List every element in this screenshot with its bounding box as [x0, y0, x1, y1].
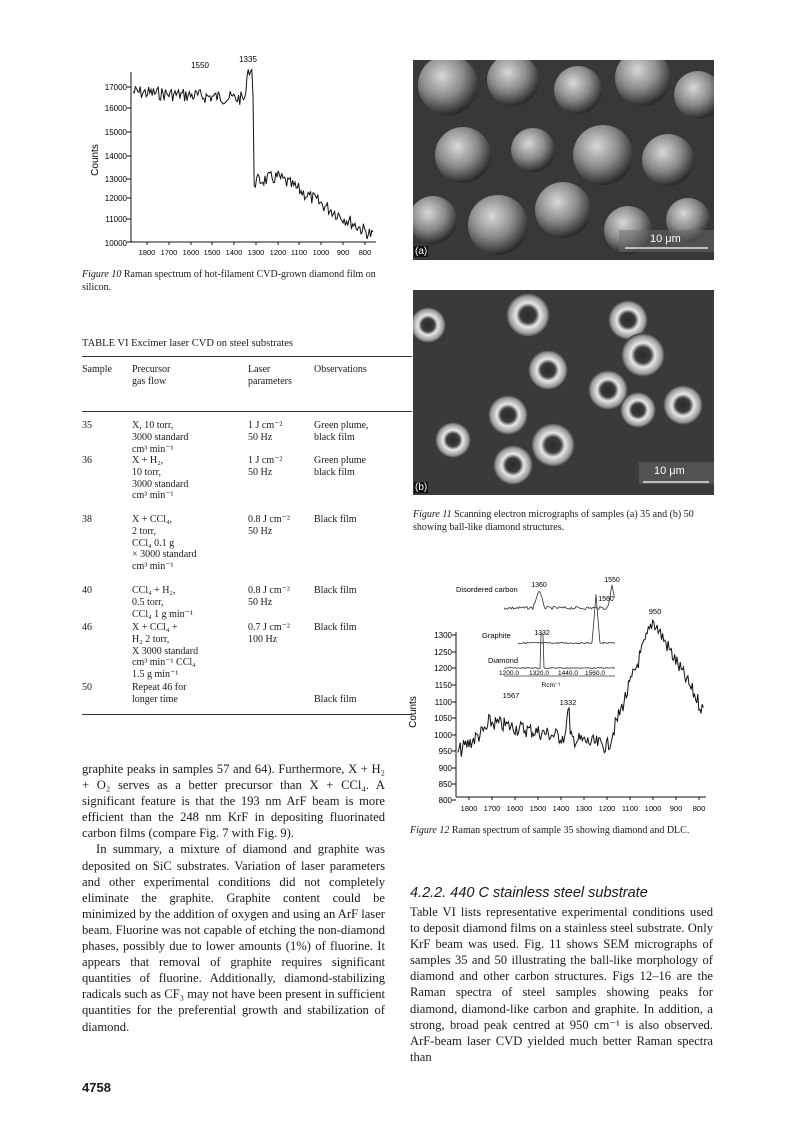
f12-xtick: 1500	[529, 804, 547, 813]
f12-ytick: 1000	[434, 731, 452, 740]
left-column-text	[82, 761, 385, 1035]
f12-xtick: 1800	[460, 804, 478, 813]
section-heading: 4.2.2. 440 C stainless steel substrate	[410, 885, 648, 901]
f12-xtick: 1700	[483, 804, 501, 813]
table-cell: Green plume black film	[314, 455, 366, 478]
inset-peak-label: 1332	[534, 630, 550, 637]
figure-12-caption-label: Figure 12	[410, 825, 450, 836]
figure-12-caption	[410, 825, 710, 838]
f10-peak-label: 1550	[191, 61, 209, 70]
f12-xtick: 1100	[621, 804, 639, 813]
figure-10-chart	[78, 52, 388, 264]
f12-xtick: 1400	[552, 804, 570, 813]
table-cell: X + CCl₄ + H₂ 2 torr, X 3000 standard cm³ min⁻¹ CCl₄ 1.5 g min⁻¹	[132, 622, 199, 681]
f10-xtick: 900	[336, 248, 350, 257]
table-cell: CCl₄ + H₂, 0.5 torr, CCl₄ 1 g min⁻¹	[132, 585, 193, 620]
f10-ytick: 17000	[104, 83, 127, 92]
sem-a-texture	[413, 60, 714, 260]
f10-ytick: 13000	[104, 175, 127, 184]
figure-12-ylabel: Counts	[408, 696, 419, 728]
table-cell: 1 J cm⁻² 50 Hz	[248, 420, 283, 443]
f10-xtick: 800	[358, 248, 372, 257]
table-cell: Green plume, black film	[314, 420, 369, 443]
f12-ytick: 1300	[434, 631, 452, 640]
left-paragraph-2: In summary, a mixture of diamond and graphite was deposited on SiC substrates. Variation of laser parameters and other experimental conditions did not completely eliminate the graphite. Graphite content could be minimized by the addition of oxygen and using an ArF laser beam. Fluorine was not capable of etching the non-diamond phases, possibly due to lower amounts (1%) of fluorine. It appears that removal of graphite requires significant quantities of fluorine. Additionally, diamond-stabilizing radicals such as CF₃ may not have been present in sufficient quantities for the preferential growth and stabilization of diamond.	[82, 842, 385, 1034]
sem-b-panel-label: (b)	[415, 482, 428, 493]
figure-12-inset	[456, 577, 620, 689]
f10-ytick: 16000	[104, 104, 127, 113]
sem-micrograph-a	[413, 60, 714, 260]
table-cell: 40	[82, 585, 92, 596]
f12-xtick: 1200	[598, 804, 616, 813]
f10-xtick: 1300	[247, 248, 265, 257]
left-paragraph-1: graphite peaks in samples 57 and 64). Furthermore, X + H₂ + O₂ serves as a better precursor than X + CCl₄. A significant feature is that the 193 nm ArF beam is more efficient than the 248 nm KrF in depositing fluorinated carbon films (compare Fig. 7 with Fig. 9).	[82, 762, 385, 841]
table-cell: 0.7 J cm⁻² 100 Hz	[248, 622, 290, 645]
f10-ytick: 12000	[104, 194, 127, 203]
inset-peak-label: 1560	[598, 596, 614, 603]
figure-12-caption-text: Raman spectrum of sample 35 showing diamond and DLC.	[451, 825, 690, 836]
table-title: TABLE VI Excimer laser CVD on steel substrates	[82, 338, 293, 349]
f10-xtick: 1000	[312, 248, 330, 257]
table-cell: 36	[82, 455, 92, 466]
table-header: Precursor gas flow	[132, 364, 171, 387]
inset-label-disordered-carbon: Disordered carbon	[456, 585, 518, 594]
table-header-rule	[82, 411, 412, 412]
f12-ytick: 1050	[434, 714, 452, 723]
f12-xtick: 900	[669, 804, 683, 813]
page-number: 4758	[82, 1080, 111, 1095]
table-cell: 46	[82, 622, 92, 633]
inset-peak-label: 1550	[604, 577, 620, 584]
table-cell: Black film	[314, 622, 357, 633]
f12-ytick: 1100	[434, 698, 452, 707]
figure-11-caption-label: Figure 11	[413, 509, 452, 520]
f10-peak-label: 1335	[239, 55, 257, 64]
f12-peak-label: 1567	[502, 691, 520, 700]
inset-label-diamond: Diamond	[488, 656, 519, 665]
table-cell: 0.8 J cm⁻² 50 Hz	[248, 514, 290, 537]
figure-10-ylabel: Counts	[90, 144, 101, 176]
sem-b-scale-bar-label: 10 μm	[654, 465, 685, 477]
sem-a-scale-bar-label: 10 μm	[650, 233, 681, 245]
inset-xlabel: Rcm⁻¹	[541, 682, 561, 689]
f10-xtick: 1600	[182, 248, 200, 257]
f12-ytick: 900	[438, 764, 452, 773]
f10-ytick: 15000	[104, 128, 127, 137]
f12-xtick: 1000	[644, 804, 662, 813]
table-cell: Repeat 46 for longer time	[132, 682, 187, 705]
f12-ytick: 950	[438, 747, 452, 756]
f10-ytick: 14000	[104, 152, 127, 161]
figure-11-caption	[413, 509, 713, 534]
table-cell: Black film	[314, 693, 357, 705]
right-paragraph-1: Table VI lists representative experimental conditions used to deposit diamond films on a stainless steel substrate. Only KrF beam was used. Fig. 11 shows SEM micrographs of samples 35 and 50 illustrating the ball-like morphology of diamond and other carbon structures. Figs 12–16 are the Raman spectra of steel samples showing peaks for diamond, diamond-like carbon and graphite. In addition, a strong, broad peak centred at 950 cm⁻¹ is also observed. ArF-beam laser CVD yielded much better Raman spectra than	[410, 905, 713, 1064]
f12-ytick: 1250	[434, 648, 452, 657]
f12-xtick: 1300	[575, 804, 593, 813]
inset-peak-label: 1360	[531, 582, 547, 589]
f12-peak-label: 1332	[559, 698, 577, 707]
table-cell: X + CCl₄, 2 torr, CCl₄ 0.1 g × 3000 standard cm³ min⁻¹	[132, 514, 197, 573]
inset-xtick: 1200.0	[499, 670, 519, 677]
table-cell: 35	[82, 420, 92, 431]
table-cell: 38	[82, 514, 92, 525]
figure-10-caption-label: Figure 10	[82, 269, 122, 280]
table-cell: 1 J cm⁻² 50 Hz	[248, 455, 283, 478]
table-cell: Black film	[314, 514, 357, 525]
inset-label-graphite: Graphite	[482, 631, 511, 640]
table-header: Observations	[314, 364, 367, 375]
f12-ytick: 1150	[434, 681, 452, 690]
figure-11-caption-text: Scanning electron micrographs of samples (a) 35 and (b) 50 showing ball-like diamond structures.	[413, 509, 694, 533]
inset-xtick: 1320.0	[529, 670, 549, 677]
table-vi	[82, 338, 412, 723]
table-cell: 0.8 J cm⁻² 50 Hz	[248, 585, 290, 608]
table-top-rule	[82, 356, 412, 357]
inset-xtick: 1560.0	[585, 670, 605, 677]
f12-xtick: 800	[692, 804, 706, 813]
figure-10	[78, 52, 388, 264]
inset-xtick: 1440.0	[558, 670, 578, 677]
f10-xtick: 1800	[138, 248, 156, 257]
table-header: Sample	[82, 364, 112, 375]
table-cell: X, 10 torr, 3000 standard cm³ min⁻¹	[132, 420, 189, 455]
table-header: Laser parameters	[248, 364, 292, 387]
f12-ytick: 850	[438, 780, 452, 789]
f10-xtick: 1700	[160, 248, 178, 257]
f12-ytick: 800	[438, 796, 452, 805]
f10-xtick: 1400	[225, 248, 243, 257]
table-cell: 50	[82, 682, 92, 693]
f12-ytick: 1200	[434, 664, 452, 673]
sem-micrograph-b	[413, 290, 714, 495]
f10-xtick: 1500	[203, 248, 221, 257]
f12-xtick: 1600	[506, 804, 524, 813]
figure-12-chart	[408, 572, 718, 817]
sem-a-panel-label: (a)	[415, 246, 428, 257]
table-cell: X + H₂, 10 torr, 3000 standard cm³ min⁻¹	[132, 455, 189, 502]
f10-ytick: 10000	[104, 239, 127, 248]
f10-xtick: 1200	[269, 248, 287, 257]
f10-xtick: 1100	[290, 248, 308, 257]
table-bottom-rule	[82, 714, 412, 715]
figure-10-caption-text: Raman spectrum of hot-filament CVD-grown diamond film on silicon.	[82, 269, 376, 293]
f12-peak-label: 950	[648, 607, 662, 616]
table-cell: Black film	[314, 585, 357, 596]
figure-12	[408, 572, 718, 817]
figure-10-caption	[82, 269, 382, 294]
right-column-text	[410, 904, 713, 1065]
f10-ytick: 11000	[105, 215, 127, 224]
